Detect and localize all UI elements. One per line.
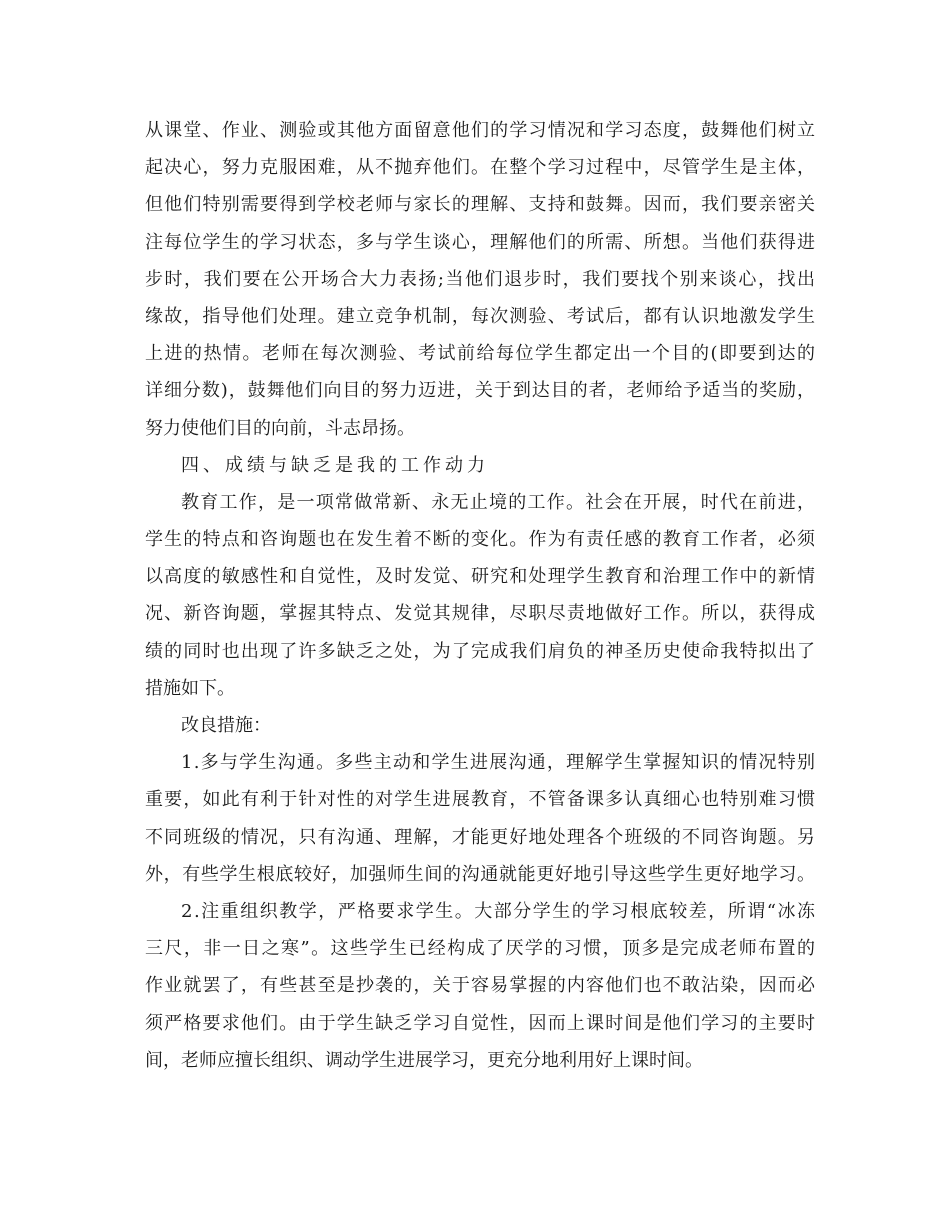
text-line: 重要，如此有利于针对性的对学生进展教育，不管备课多认真细心也特别难习惯	[145, 789, 817, 811]
text-line: 措施如下。	[145, 677, 235, 699]
text-line: 注每位学生的学习状态，多与学生谈心，理解他们的所需、所想。当他们获得进	[145, 231, 817, 253]
text-line: 努力使他们目的向前，斗志昂扬。	[145, 417, 415, 439]
text-line: 作业就罢了，有些甚至是抄袭的，关于容易掌握的内容他们也不敢沾染，因而必	[145, 975, 817, 997]
text-line: 况、新咨询题，掌握其特点、发觉其规律，尽职尽责地做好工作。所以，获得成	[145, 603, 817, 625]
text-line: 须严格要求他们。由于学生缺乏学习自觉性，因而上课时间是他们学习的主要时	[145, 1012, 817, 1034]
paragraph-first-line: 2.注重组织教学，严格要求学生。大部分学生的学习根底较差，所谓“冰冻	[181, 900, 817, 922]
text-line: 上进的热情。老师在每次测验、考试前给每位学生都定出一个目的(即要到达的	[145, 343, 817, 365]
text-line: 不同班级的情况，只有沟通、理解，才能更好地处理各个班级的不同咨询题。另	[145, 826, 817, 848]
text-line: 起决心，努力克服困难，从不抛弃他们。在整个学习过程中，尽管学生是主体，	[145, 157, 817, 179]
text-line: 步时，我们要在公开场合大力表扬;当他们退步时，我们要找个别来谈心，找出	[145, 268, 817, 290]
text-line: 缘故，指导他们处理。建立竞争机制，每次测验、考试后，都有认识地激发学生	[145, 305, 817, 327]
paragraph-first-line: 改良措施：	[181, 715, 271, 736]
text-line: 三尺，非一日之寒”。这些学生已经构成了厌学的习惯，顶多是完成老师布置的	[145, 938, 817, 960]
text-line: 外，有些学生根底较好，加强师生间的沟通就能更好地引导这些学生更好地学习。	[145, 863, 816, 885]
text-line: 间，老师应擅长组织、调动学生进展学习，更充分地利用好上课时间。	[145, 1049, 703, 1071]
paragraph-first-line: 四、成绩与缺乏是我的工作动力	[181, 454, 489, 476]
text-line: 学生的特点和咨询题也在发生着不断的变化。作为有责任感的教育工作者，必须	[145, 529, 817, 551]
text-line: 但他们特别需要得到学校老师与家长的理解、支持和鼓舞。因而，我们要亲密关	[145, 194, 817, 216]
paragraph-first-line: 教育工作，是一项常做常新、永无止境的工作。社会在开展，时代在前进，	[181, 491, 817, 513]
text-line: 绩的同时也出现了许多缺乏之处，为了完成我们肩负的神圣历史使命我特拟出了	[145, 640, 817, 662]
text-line: 详细分数)，鼓舞他们向目的努力迈进，关于到达目的者，老师给予适当的奖励，	[145, 380, 816, 402]
text-line: 以高度的敏感性和自觉性，及时发觉、研究和处理学生教育和治理工作中的新情	[145, 566, 817, 588]
text-line: 从课堂、作业、测验或其他方面留意他们的学习情况和学习态度，鼓舞他们树立	[145, 120, 817, 141]
paragraph-first-line: 1.多与学生沟通。多些主动和学生进展沟通，理解学生掌握知识的情况特别	[181, 752, 817, 774]
document-page	[145, 112, 815, 1079]
